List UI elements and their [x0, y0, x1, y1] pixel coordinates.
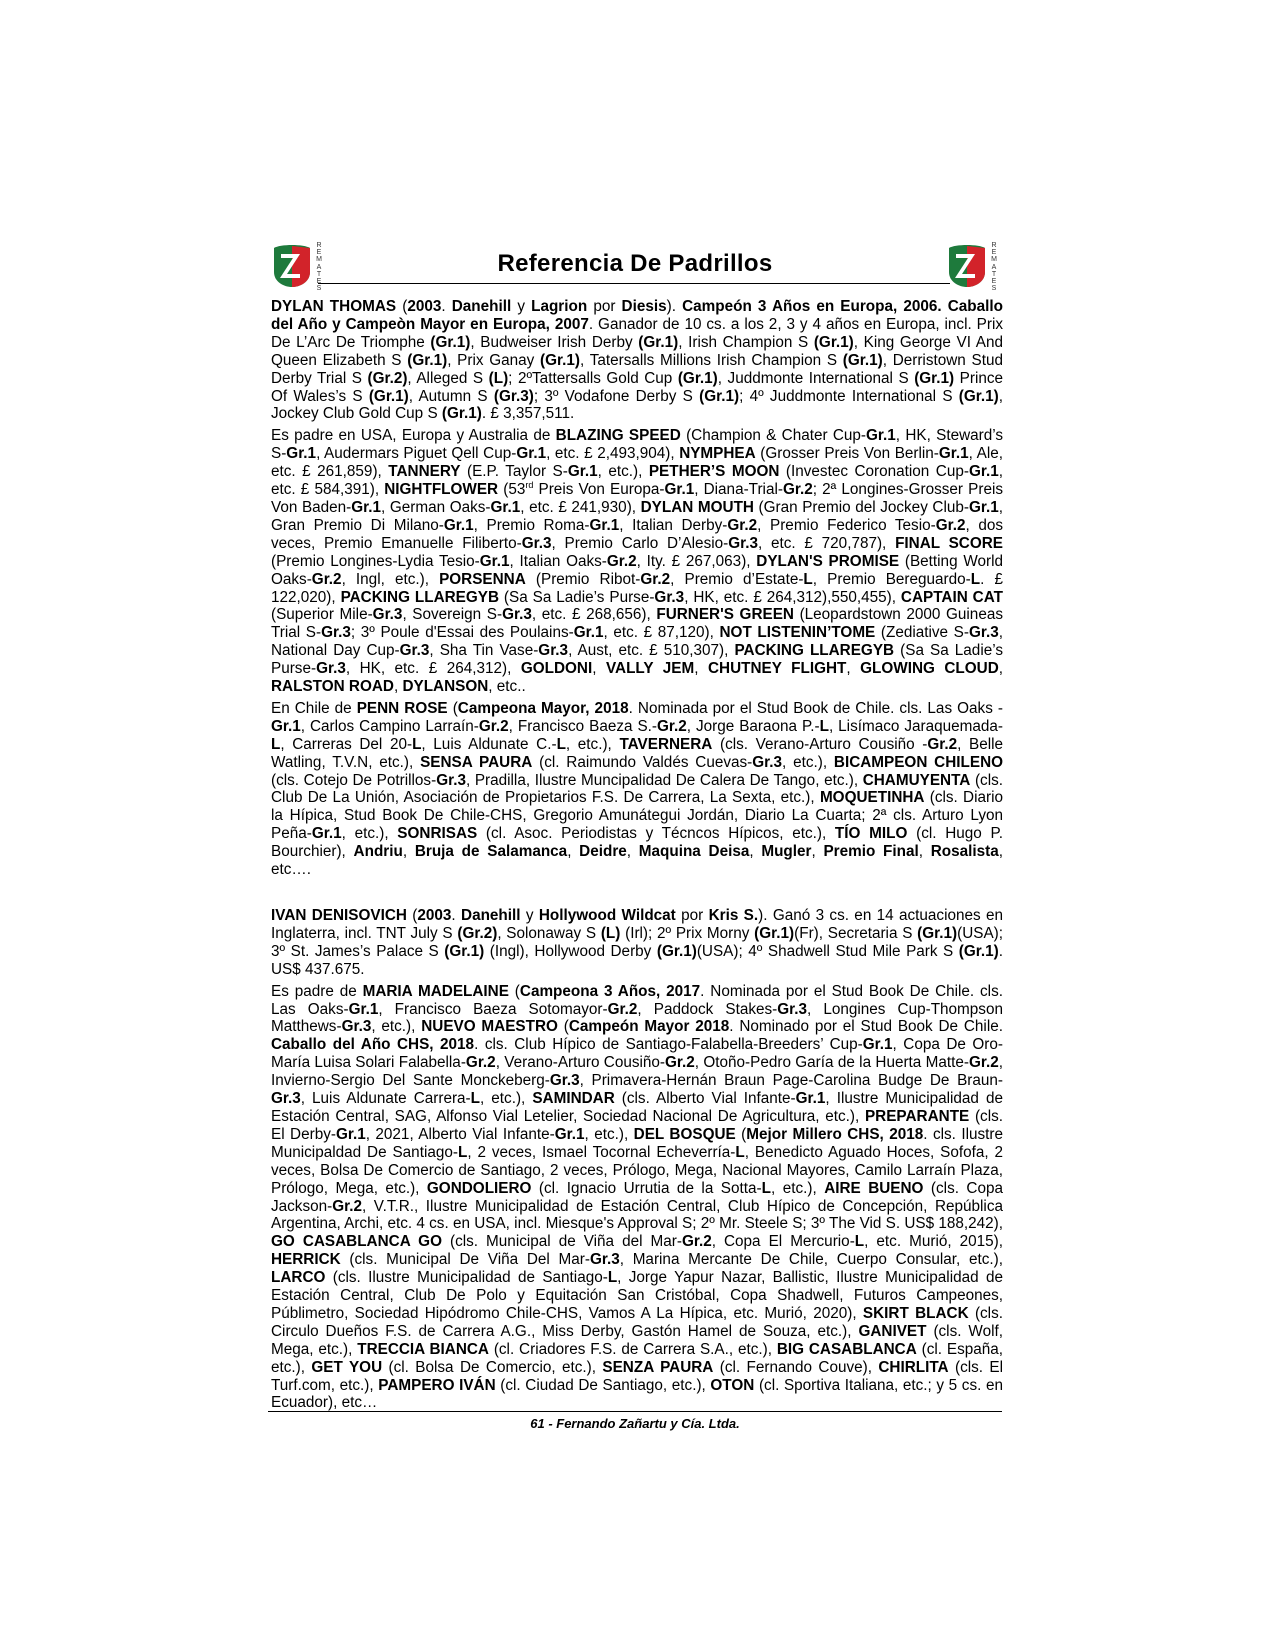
page-footer: 61 - Fernando Zañartu y Cía. Ltda.: [530, 1416, 740, 1431]
entry-ivan-denisovich: [271, 907, 1003, 1412]
zl-emblem-icon: [945, 242, 989, 288]
footer-divider: [268, 1411, 1002, 1412]
entry-paragraph: Es padre de MARIA MADELAINE (Campeona 3 Años, 2017. Nominada por el Stud Book De Chile. cls. Las Oaks-Gr.1, Francisco Baeza Sotomayor-Gr.2, Paddock Stakes-Gr.3, Longines Cup-Thompson Matthews-Gr.3, etc.), NUEVO MAESTRO (Campeón Mayor 2018. Nominado por el Stud Book De Chile. Caballo del Año CHS, 2018. cls. Club Hípico de Santiago-Falabella-Breeders’ Cup-Gr.1, Copa De Oro-María Luisa Solari Falabella-Gr.2, Verano-Arturo Cousiño-Gr.2, Otoño-Pedro Garía de la Huerta Matte-Gr.2, Invierno-Sergio Del Sante Monckeberg-Gr.3, Primavera-Hernán Braun Page-Carolina Budge De Braun-Gr.3, Luis Aldunate Carrera-L, etc.), SAMINDAR (cls. Alberto Vial Infante-Gr.1, Ilustre Municipalidad de Estación Central, SAG, Alfonso Vial Letelier, Sociedad Nacional De Agricultura, etc.), PREPARANTE (cls. El Derby-Gr.1, 2021, Alberto Vial Infante-Gr.1, etc.), DEL BOSQUE (Mejor Millero CHS, 2018. cls. Ilustre Municipaldad De Santiago-L, 2 veces, Ismael Tocornal Echeverría-L, Benedicto Aguado Hoces, Sofofa, 2 veces, Bolsa De Comercio de Santiago, 2 veces, Prólogo, Mega, Nacional Mayores, Camilo Larraín Plaza, Prólogo, Mega, etc.), GONDOLIERO (cl. Ignacio Urrutia de la Sotta-L, etc.), AIRE BUENO (cls. Copa Jackson-Gr.2, V.T.R., Ilustre Municipalidad de Estación Central, Club Hípico de Concepción, República Argentina, Archi, etc. 4 cs. en USA, incl. Miesque's Approval S; 2º Mr. Steele S; 3º The Vid S. US$ 188,242), GO CASABLANCA GO (cls. Municipal de Viña del Mar-Gr.2, Copa El Mercurio-L, etc. Murió, 2015), HERRICK (cls. Municipal De Viña Del Mar-Gr.3, Marina Mercante De Chile, Cuerpo Consular, etc.), LARCO (cls. Ilustre Municipalidad de Santiago-L, Jorge Yapur Nazar, Ballistic, Ilustre Municipalidad de Estación Central, Club De Polo y Equitación San Cristóbal, Copa Shadwell, Futuros Campeones, Públimetro, Sociedad Hipódromo Chile-CHS, Vamos A La Hípica, etc. Murió, 2020), SKIRT BLACK (cls. Circulo Dueños F.S. de Carrera A.G., Miss Derby, Gastón Hamel de Souza, etc.), GANIVET (cls. Wolf, Mega, etc.), TRECCIA BIANCA (cl. Criadores F.S. de Carrera S.A., etc.), BIG CASABLANCA (cl. España, etc.), GET YOU (cl. Bolsa De Comercio, etc.), SENZA PAURA (cl. Fernando Couve), CHIRLITA (cls. El Turf.com, etc.), PAMPERO IVÁN (cl. Ciudad De Santiago, etc.), OTON (cl. Sportiva Italiana, etc.; y 5 cs. en Ecuador), etc…: [271, 982, 1004, 1412]
company-logo: [945, 242, 1001, 293]
entry-paragraph: En Chile de PENN ROSE (Campeona Mayor, 2018. Nominada por el Stud Book de Chile. cls. Las Oaks -Gr.1, Carlos Campino Larraín-Gr.2, Francisco Baeza S.-Gr.2, Jorge Baraona P.-L, Lisímaco Jaraquemada-L, Carreras Del 20-L, Luis Aldunate C.-L, etc.), TAVERNERA (cls. Verano-Arturo Cousiño -Gr.2, Belle Watling, T.V.N, etc.), SENSA PAURA (cl. Raimundo Valdés Cuevas-Gr.3, etc.), BICAMPEON CHILENO (cls. Cotejo De Potrillos-Gr.3, Pradilla, Ilustre Muncipalidad De Calera De Tango, etc.), CHAMUYENTA (cls. Club De La Unión, Asociación de Propietarios F.S. De Carrera, La Sexta, etc.), MOQUETINHA (cls. Diario la Hípica, Stud Book De Chile-CHS, Gregorio Amunátegui Jordán, Diario La Cuarta; 2ª cls. Arturo Lyon Peña-Gr.1, etc.), SONRISAS (cl. Asoc. Periodistas y Técncos Hípicos, etc.), TÍO MILO (cl. Hugo P. Bourchier), Andriu, Bruja de Salamanca, Deidre, Maquina Deisa, Mugler, Premio Final, Rosalista, etc….: [271, 699, 1004, 879]
entry-paragraph: Es padre en USA, Europa y Australia de BLAZING SPEED (Champion & Chater Cup-Gr.1, HK, Steward’s S-Gr.1, Audermars Piguet Qell Cup-Gr.1, etc. £ 2,493,904), NYMPHEA (Grosser Preis Von Berlin-Gr.1, Ale, etc. £ 261,859), TANNERY (E.P. Taylor S-Gr.1, etc.), PETHER’S MOON (Investec Coronation Cup-Gr.1, etc. £ 584,391), NIGHTFLOWER (53rd Preis Von Europa-Gr.1, Diana-Trial-Gr.2; 2ª Longines-Grosser Preis Von Baden-Gr.1, German Oaks-Gr.1, etc. £ 241,930), DYLAN MOUTH (Gran Premio del Jockey Club-Gr.1, Gran Premio Di Milano-Gr.1, Premio Roma-Gr.1, Italian Derby-Gr.2, Premio Federico Tesio-Gr.2, dos veces, Premio Emanuelle Filiberto-Gr.3, Premio Carlo D’Alesio-Gr.3, etc. £ 720,787), FINAL SCORE (Premio Longines-Lydia Tesio-Gr.1, Italian Oaks-Gr.2, Ity. £ 267,063), DYLAN'S PROMISE (Betting World Oaks-Gr.2, Ingl, etc.), PORSENNA (Premio Ribot-Gr.2, Premio d’Estate-L, Premio Bereguardo-L. £ 122,020), PACKING LLAREGYB (Sa Sa Ladie’s Purse-Gr.3, HK, etc. £ 264,312),550,455), CAPTAIN CAT (Superior Mile-Gr.3, Sovereign S-Gr.3, etc. £ 268,656), FURNER'S GREEN (Leopardstown 2000 Guineas Trial S-Gr.3; 3º Poule d'Essai des Poulains-Gr.1, etc. £ 87,120), NOT LISTENIN’TOME (Zediative S-Gr.3, National Day Cup-Gr.3, Sha Tin Vase-Gr.3, Aust, etc. £ 510,307), PACKING LLAREGYB (Sa Sa Ladie’s Purse-Gr.3, HK, etc. £ 264,312), GOLDONI, VALLY JEM, CHUTNEY FLIGHT, GLOWING CLOUD, RALSTON ROAD, DYLANSON, etc..: [271, 427, 1004, 696]
title-divider: [318, 283, 950, 284]
section-gap: [271, 883, 1003, 907]
stallion-references: [271, 298, 1003, 1416]
logo-caption: R E M A T E S: [991, 242, 997, 293]
entry-paragraph: IVAN DENISOVICH (2003. Danehill y Hollywood Wildcat por Kris S.). Ganó 3 cs. en 14 actuaciones en Inglaterra, incl. TNT July S (Gr.2), Solonaway S (L) (Irl); 2º Prix Morny (Gr.1)(Fr), Secretaria S (Gr.1)(USA); 3º St. James’s Palace S (Gr.1) (Ingl), Hollywood Derby (Gr.1)(USA); 4º Shadwell Stud Mile Park S (Gr.1). US$ 437.675.: [271, 907, 1004, 978]
zl-emblem-icon: [270, 242, 314, 288]
logo-caption: R E M A T E S: [316, 242, 322, 293]
entry-dylan-thomas: [271, 298, 1003, 879]
page-title: Referencia De Padrillos: [497, 250, 773, 277]
entry-paragraph: DYLAN THOMAS (2003. Danehill y Lagrion por Diesis). Campeón 3 Años en Europa, 2006. Caballo del Año y Campeòn Mayor en Europa, 2007. Ganador de 10 cs. a los 2, 3 y 4 años en Europa, incl. Prix De L’Arc De Triomphe (Gr.1), Budweiser Irish Derby (Gr.1), Irish Champion S (Gr.1), King George VI And Queen Elizabeth S (Gr.1), Prix Ganay (Gr.1), Tatersalls Millions Irish Champion S (Gr.1), Derristown Stud Derby Trial S (Gr.2), Alleged S (L); 2ºTattersalls Gold Cup (Gr.1), Juddmonte International S (Gr.1) Prince Of Wales’s S (Gr.1), Autumn S (Gr.3); 3º Vodafone Derby S (Gr.1); 4º Juddmonte International S (Gr.1), Jockey Club Gold Cup S (Gr.1). £ 3,357,511.: [271, 298, 1004, 423]
